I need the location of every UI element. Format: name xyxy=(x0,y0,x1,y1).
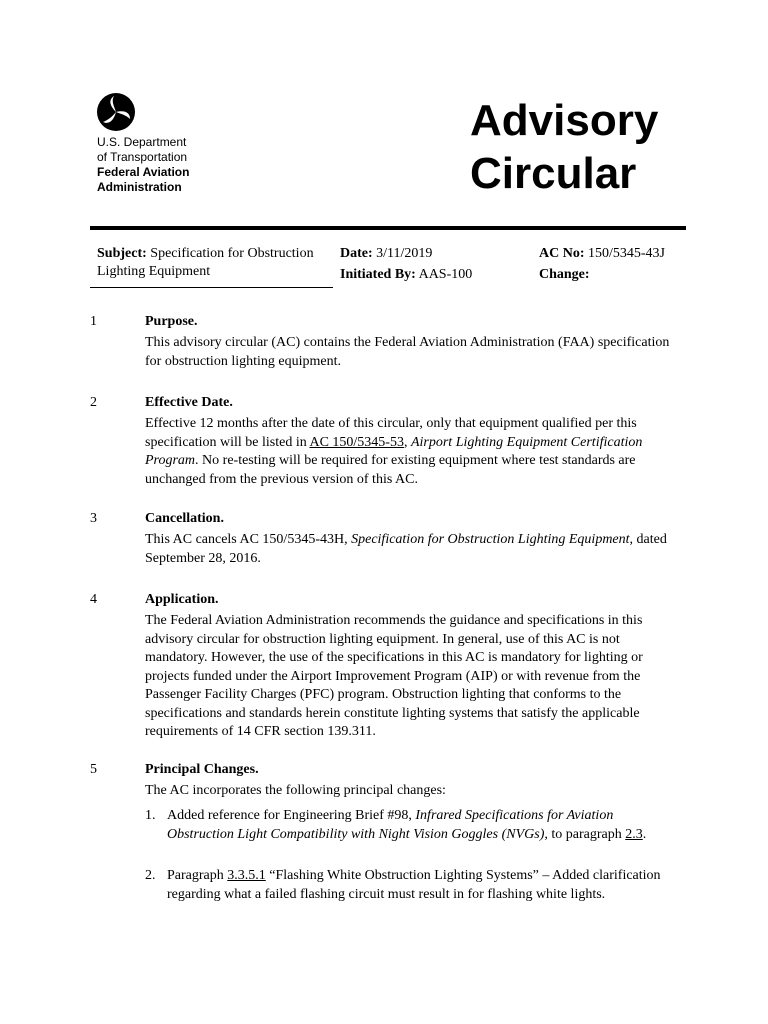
agency-line-1: U.S. Department xyxy=(97,135,187,149)
dot-triskelion-logo-icon xyxy=(96,92,136,132)
item-text: Added reference for Engineering Brief #98, xyxy=(167,808,416,823)
section-body xyxy=(145,531,685,568)
item-text: . xyxy=(642,826,647,842)
section-heading: Principal Changes. xyxy=(145,762,259,777)
italic-title: Airport Lighting Equipment Certification Program xyxy=(145,434,643,468)
section-heading: Purpose. xyxy=(145,314,198,329)
date-label: Date: xyxy=(340,246,373,261)
body-text: , dated September 28, 2016. xyxy=(145,532,667,566)
paragraph-link[interactable]: 2.3 xyxy=(625,826,643,842)
paragraph-link[interactable]: 3.3.5.1 xyxy=(227,868,266,883)
section-heading: Cancellation. xyxy=(145,511,224,526)
agency-line-3: Federal Aviation xyxy=(97,165,190,179)
initiated-value: AAS-100 xyxy=(418,267,473,282)
agency-block xyxy=(97,135,189,195)
ac-link[interactable]: AC 150/5345-53 xyxy=(309,434,404,450)
date-block xyxy=(340,245,472,284)
date-value: 3/11/2019 xyxy=(376,246,433,261)
agency-line-4: Administration xyxy=(97,180,182,194)
initiated-label: Initiated By: xyxy=(340,267,416,282)
italic-title: Specification for Obstruction Lighting Equipment xyxy=(351,532,630,547)
subject-block xyxy=(97,245,327,281)
acno-value: 150/5345-43J xyxy=(588,246,665,261)
document-title xyxy=(470,94,658,200)
section-body xyxy=(145,415,685,489)
section-heading: Application. xyxy=(145,592,219,607)
section-heading: Effective Date. xyxy=(145,395,233,410)
section-body: The Federal Aviation Administration recommends the guidance and specifications in this advisory circular for obstruction lighting equipment. In general, use of this AC is not mandatory. However, the use of the specifications in this AC is mandatory for lighting or projects funded under the Airport Improvement Program (AIP) or with revenue from the Passenger Facility Charges (PFC) program. Obstruction lighting that conforms to the specifications and standards herein constitute lighting systems that satisfy the applicable requirements of 14 CFR section 139.311. xyxy=(145,613,643,739)
subject-rule xyxy=(90,287,333,288)
section-number: 3 xyxy=(90,511,97,526)
section-number: 1 xyxy=(90,314,97,329)
body-text: Effective 12 months after the date of this circular, only that equipment qualified per this specification will be listed in xyxy=(145,416,637,450)
section-number: 4 xyxy=(90,592,97,607)
subject-value: Specification for Obstruction Lighting Equipment xyxy=(97,246,314,279)
title-line-1: Advisory xyxy=(470,96,659,145)
section-number: 2 xyxy=(90,395,97,410)
list-text xyxy=(167,807,682,844)
change-label: Change: xyxy=(539,267,590,282)
subject-label: Subject: xyxy=(97,246,147,261)
title-line-2: Circular xyxy=(470,149,637,198)
section-number: 5 xyxy=(90,762,97,777)
acno-label: AC No: xyxy=(539,246,585,261)
section-body: The AC incorporates the following principal changes: xyxy=(145,783,446,798)
italic-title: Infrared Specifications for Aviation Obstruction Light Compatibility with Night Vision Goggles (NVGs) xyxy=(167,808,614,842)
item-text: Paragraph xyxy=(167,868,228,883)
item-text: , to paragraph xyxy=(544,826,626,842)
agency-line-2: of Transportation xyxy=(97,150,188,164)
list-number: 2. xyxy=(145,868,156,883)
header-rule xyxy=(90,226,686,230)
list-number: 1. xyxy=(145,808,156,823)
body-text: . No re-testing will be required for existing equipment where test standards are unchanged from the previous version of this AC. xyxy=(145,453,636,487)
list-text xyxy=(167,867,682,904)
body-text: , xyxy=(403,434,411,450)
item-text: “Flashing White Obstruction Lighting Systems” – Added clarification regarding what a failed flashing circuit must result in for flashing white lights. xyxy=(167,868,661,902)
body-text: This AC cancels AC 150/5345-43H, xyxy=(145,532,352,547)
section-body: This advisory circular (AC) contains the Federal Aviation Administration (FAA) specification for obstruction lighting equipment. xyxy=(145,335,670,369)
acno-block xyxy=(539,245,665,284)
